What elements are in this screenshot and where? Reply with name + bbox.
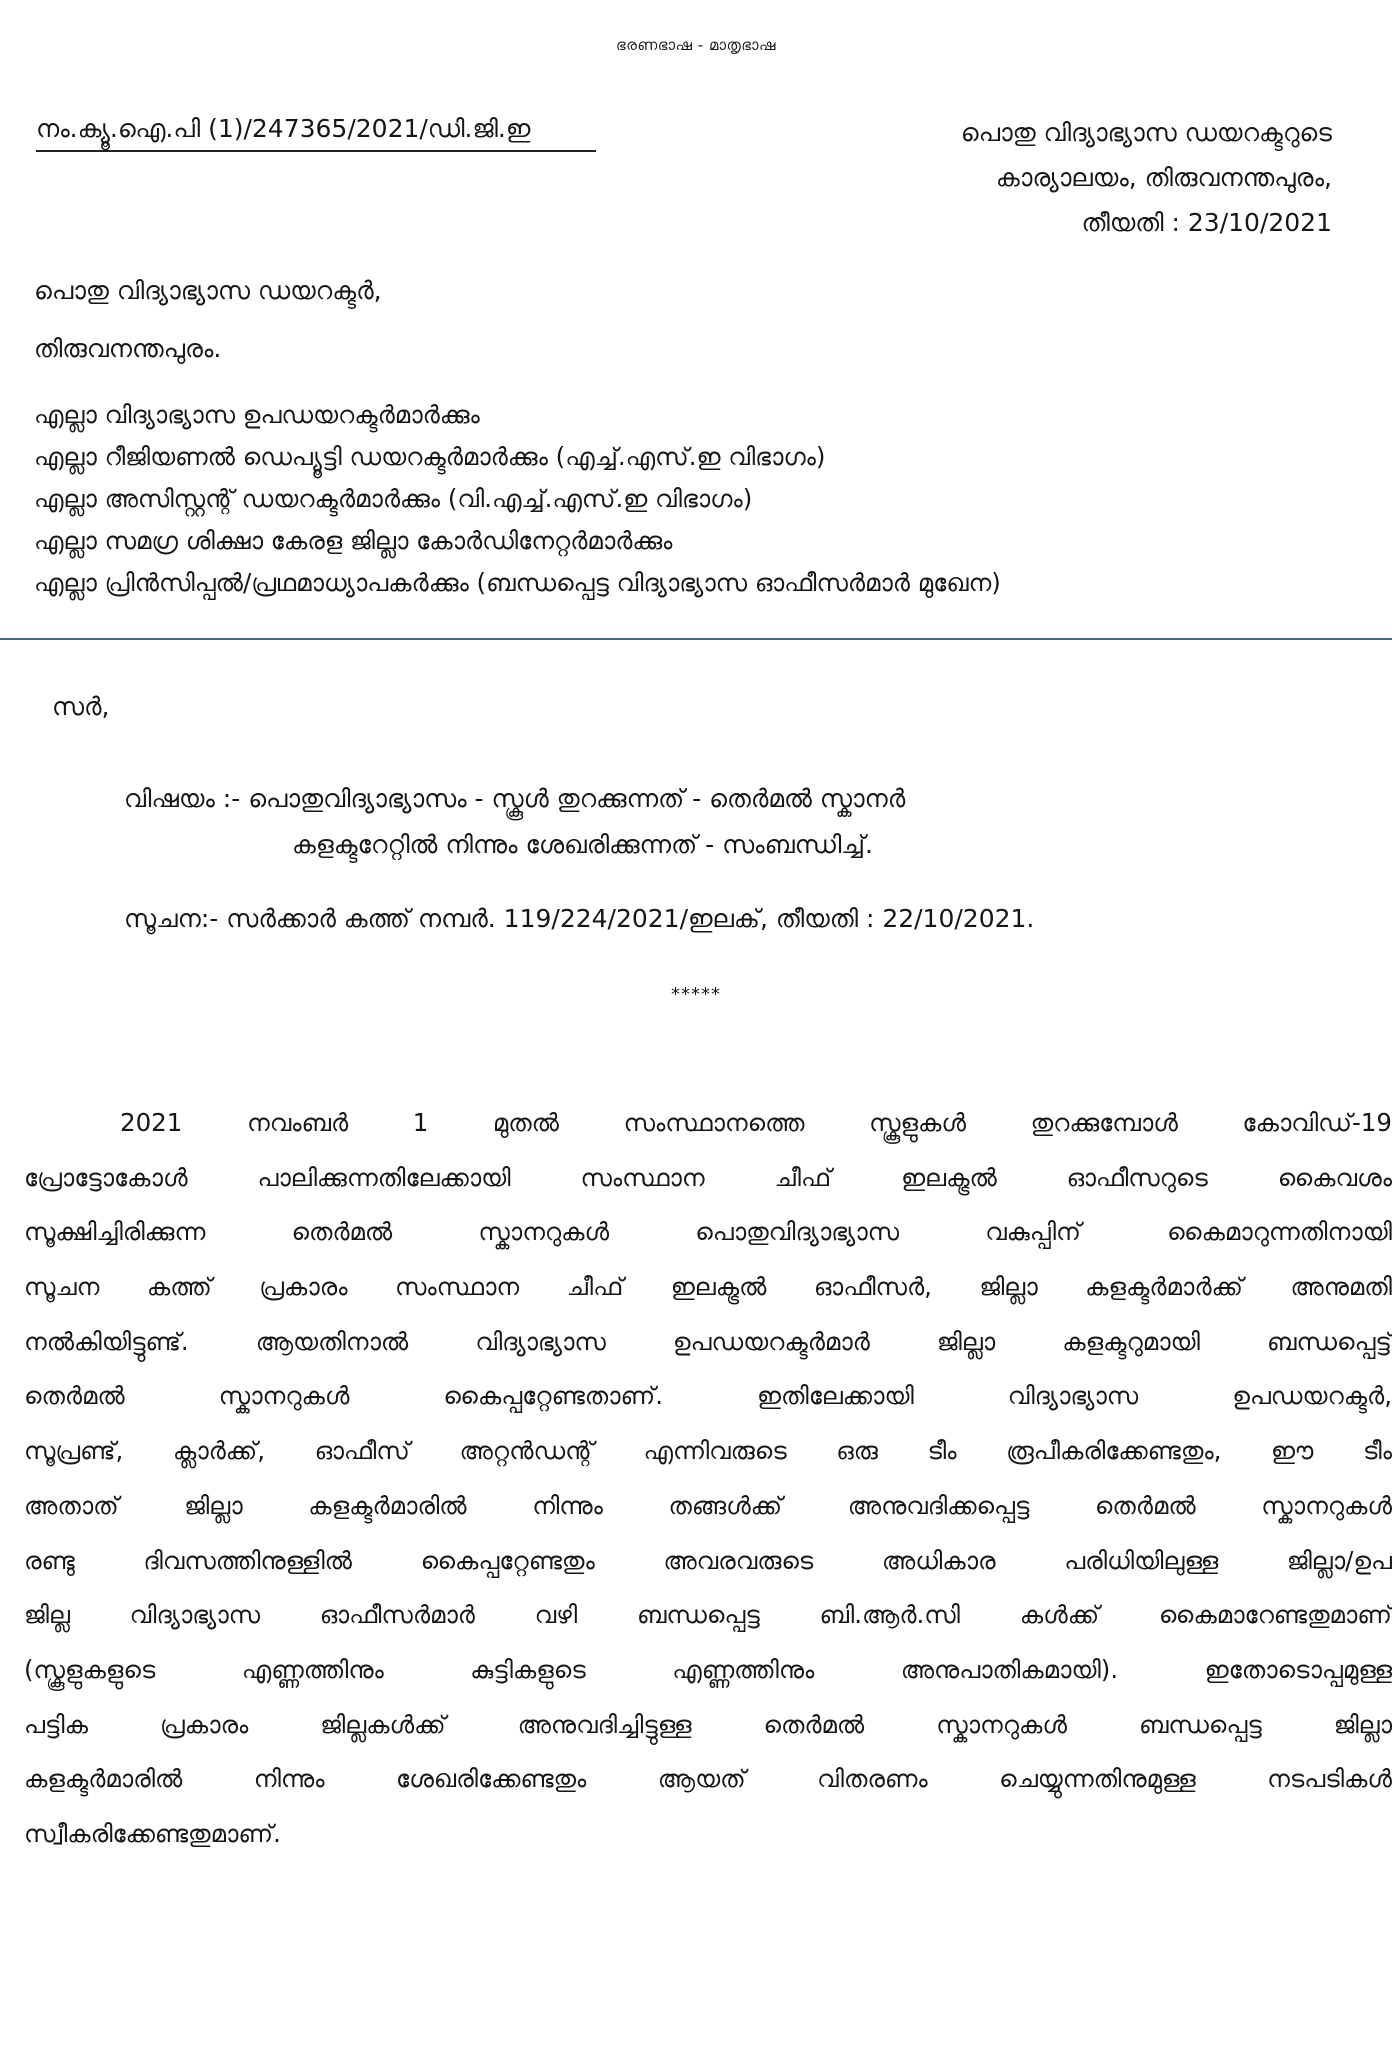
body-line: ജില്ല വിദ്യാഭ്യാസ ഓഫീസർമാർ വഴി ബന്ധപ്പെട്ട ബി.ആർ.സി കൾക്ക് കൈമാറേണ്ടതുമാണ് [24,1600,1392,1630]
body-line: നൽകിയിട്ടുണ്ട്. ആയതിനാൽ വിദ്യാഭ്യാസ ഉപഡയറക്ടർമാർ ജില്ലാ കളക്ടറുമായി ബന്ധപ്പെട്ട് [24,1326,1392,1356]
recipient-item: എല്ലാ വിദ്യാഭ്യാസ ഉപഡയറക്ടർമാർക്കും [34,400,480,429]
body-line: സ്വീകരിക്കേണ്ടതുമാണ്. [24,1818,281,1848]
body-line: സൂചന കത്ത് പ്രകാരം സംസ്ഥാന ചീഫ് ഇലക്ട്രൽ ഓഫീസർ, ജില്ലാ കളക്ടർമാർക്ക് അനുമതി [24,1272,1392,1302]
office-name-line1: പൊതു വിദ്യാഭ്യാസ ഡയറക്ടറുടെ [960,118,1332,147]
subject-line2: കളക്ടറേറ്റിൽ നിന്നും ശേഖരിക്കുന്നത് - സംബന്ധിച്ച്. [292,830,873,859]
recipient-item: എല്ലാ അസിസ്റ്റന്റ് ഡയറക്ടർമാർക്കും (വി.എച്ച്.എസ്.ഇ വിഭാഗം) [34,484,753,513]
subject-line1: വിഷയം :- പൊതുവിദ്യാഭ്യാസം - സ്കൂൾ തുറക്കുന്നത് - തെർമൽ സ്കാനർ [124,784,906,813]
recipient-item: എല്ലാ റീജിയണൽ ഡെപ്യൂട്ടി ഡയറക്ടർമാർക്കും (എച്ച്.എസ്.ഇ വിഭാഗം) [34,442,826,471]
letter-date: തീയതി : 23/10/2021 [1081,208,1332,237]
section-divider [0,638,1392,640]
body-line: പട്ടിക പ്രകാരം ജില്ലകൾക്ക് അനുവദിച്ചിട്ടുള്ള തെർമൽ സ്കാനറുകൾ ബന്ധപ്പെട്ട ജില്ലാ [24,1709,1392,1739]
body-line: കളക്ടർമാരിൽ നിന്നും ശേഖരിക്കേണ്ടതും ആയത് വിതരണം ചെയ്യുന്നതിനുമുള്ള നടപടികൾ [24,1764,1392,1794]
body-line: 2021 നവംബർ 1 മുതൽ സംസ്ഥാനത്തെ സ്കൂളുകൾ തുറക്കുമ്പോൾ കോവിഡ്-19 [120,1108,1392,1137]
sender-block [34,262,382,378]
body-line: പ്രോട്ടോകോൾ പാലിക്കുന്നതിലേക്കായി സംസ്ഥാന ചീഫ് ഇലക്ട്രൽ ഓഫീസറുടെ കൈവശം [24,1162,1392,1192]
office-name-line2: കാര്യാലയം, തിരുവനന്തപുരം, [995,163,1332,192]
body-line: സൂക്ഷിച്ചിരിക്കുന്ന തെർമൽ സ്കാനറുകൾ പൊതുവിദ്യാഭ്യാസ വകുപ്പിന് കൈമാറുന്നതിനായി [24,1217,1392,1247]
recipient-item: എല്ലാ പ്രിൻസിപ്പൽ/പ്രഥമാധ്യാപകർക്കും (ബന്ധപ്പെട്ട വിദ്യാഭ്യാസ ഓഫീസർമാർ മുഖേന) [34,568,1001,597]
reference-line: സൂചന:- സർക്കാർ കത്ത് നമ്പർ. 119/224/2021/ഇലക്, തീയതി : 22/10/2021. [124,904,1035,933]
issuing-office [961,110,1332,245]
salutation: സർ, [52,692,110,721]
body-line: രണ്ടു ദിവസത്തിനുള്ളിൽ കൈപ്പറ്റേണ്ടതും അവരവരുടെ അധികാര പരിധിയിലുള്ള ജില്ലാ/ഉപ [24,1545,1392,1575]
sender-title: പൊതു വിദ്യാഭ്യാസ ഡയറക്ടർ, [34,276,382,305]
body-line: അതാത് ജില്ലാ കളക്ടർമാരിൽ നിന്നും തങ്ങൾക്ക് അനുവദിക്കപ്പെട്ട തെർമൽ സ്കാനറുകൾ [24,1490,1392,1520]
subject-block [124,776,905,868]
sender-place: തിരുവനന്തപുരം. [34,334,222,363]
body-line: തെർമൽ സ്കാനറുകൾ കൈപ്പറ്റേണ്ടതാണ്. ഇതിലേക്കായി വിദ്യാഭ്യാസ ഉപഡയറക്ടർ, [24,1381,1392,1411]
body-line: (സ്കൂളുകളുടെ എണ്ണത്തിനും കുട്ടികളുടെ എണ്ണത്തിനും അനുപാതികമായി). ഇതോടൊപ്പമുള്ള [24,1654,1392,1684]
reference-number: നം.ക്യൂ.ഐ.പി (1)/247365/2021/ഡി.ജി.ഇ [36,114,596,152]
body-line: സൂപ്രണ്ട്, ക്ലാർക്ക്, ഓഫീസ് അറ്റൻഡന്റ് എന്നിവരുടെ ഒരു ടീം രൂപീകരിക്കേണ്ടതും, ഈ ടീം [24,1436,1392,1466]
recipients-list [34,394,1001,604]
recipient-item: എല്ലാ സമഗ്ര ശിക്ഷാ കേരള ജില്ലാ കോർഡിനേറ്റർമാർക്കും [34,526,673,555]
separator-stars: ***** [671,984,721,1005]
official-language-tag: ഭരണഭാഷ - മാതൃഭാഷ [616,36,776,54]
body-paragraph [24,1096,1392,1862]
